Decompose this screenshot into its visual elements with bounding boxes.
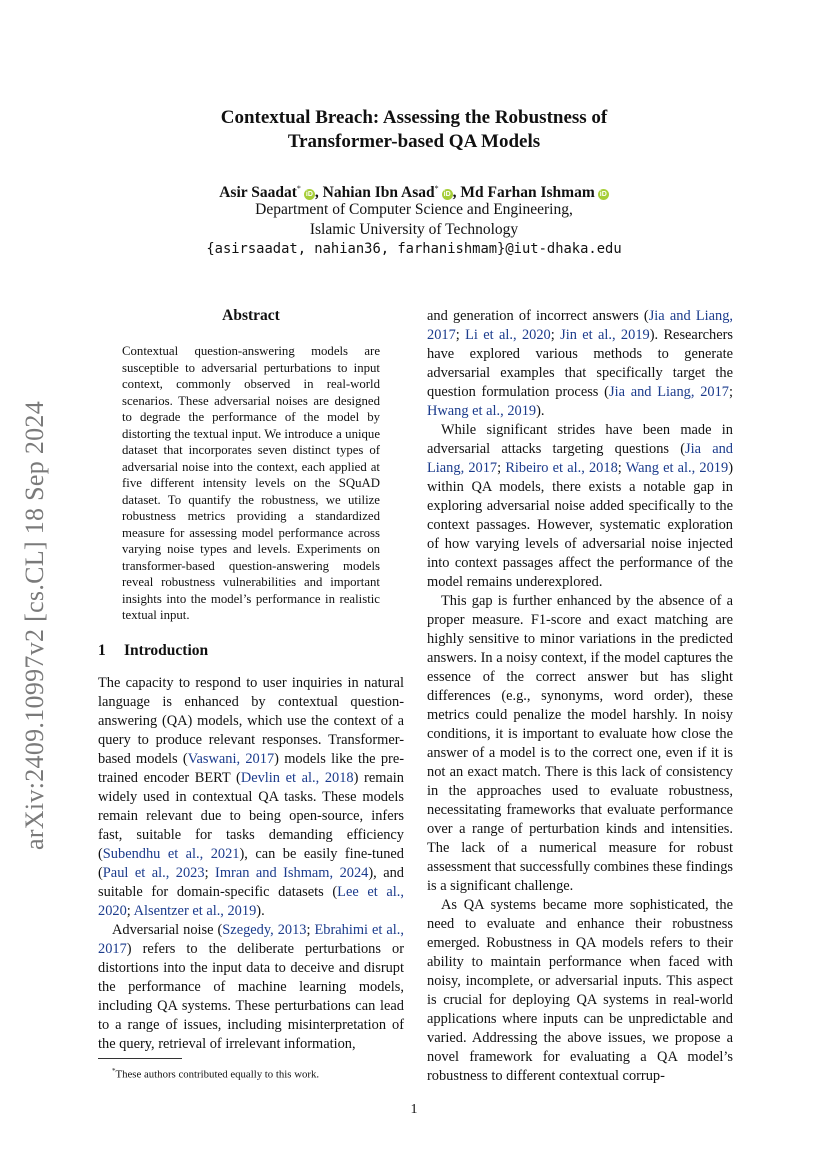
affiliation [100, 200, 728, 239]
paper-title-line-2: Transformer-based QA Models [287, 131, 541, 152]
author-separator: , [314, 184, 323, 202]
citation-link[interactable]: Vaswani, 2017 [187, 751, 275, 767]
citation-link[interactable]: Paul et al., 2023 [102, 865, 205, 881]
paragraph-text: ), can be easily fine-tuned ( [98, 846, 404, 881]
paragraph-text: ). [536, 403, 545, 419]
abstract-body: Contextual question-answering models are susceptible to adversarial perturbations to input context, commonly observed in real-world scenarios. These adversarial noises are designed to degrade the performance of the model by distorting the textual input. We introduce a unique dataset that incorporates seven distinct types of adversarial noise into the context, each applied at five different intensity levels on the SQuAD dataset. To quantify the robustness, we utilize robustness metrics providing a standardized measure for assessing model performance across varying noise types and levels. Experiments on transformer-based question-answering models reveal robustness vulnerabilities and important insights into the model’s performance in realistic textual input. [122, 344, 380, 622]
citation-link[interactable]: Ribeiro et al., 2018 [505, 460, 618, 476]
author-name: Nahian Ibn Asad [322, 184, 435, 202]
author-mark: * [296, 184, 301, 193]
paragraph-text: ; [729, 384, 733, 400]
paragraph-text: The capacity to respond to user inquiries in natural language is enhanced by contextual question-answering (QA) models, which use the context of a query to produce relevant responses. Transformer-based models ( [98, 675, 404, 767]
paragraph [98, 921, 404, 1054]
paragraph-text: ; [455, 327, 466, 343]
arxiv-stamp: arXiv:2409.10997v2 [cs.CL] 18 Sep 2024 [20, 400, 49, 850]
paragraph-text: ; [550, 327, 561, 343]
footnote-mark: * [112, 1067, 116, 1075]
paragraph-text: ; [617, 460, 626, 476]
footnote-rule [98, 1058, 182, 1059]
citation-link[interactable]: Li et al., 2020 [465, 327, 551, 343]
paragraph [427, 307, 733, 421]
section-number: 1 [98, 642, 106, 659]
footnote-text: These authors contributed equally to this work. [115, 1068, 320, 1081]
citation-link[interactable]: Lee et al., 2020 [98, 884, 404, 919]
paragraph-text: ; [204, 865, 216, 881]
citation-link[interactable]: Wang et al., 2019 [625, 460, 729, 476]
footnote [98, 1064, 404, 1082]
section-heading [98, 642, 208, 660]
author-mark: * [434, 184, 439, 193]
paragraph-text: ). Researchers have explored various methods to generate adversarial examples that specifically target the question formulation process ( [427, 327, 733, 400]
paragraph [427, 421, 733, 592]
paragraph [427, 896, 733, 1086]
paragraph-text: ) refers to the deliberate perturbations or distortions into the input data to deceive and disrupt the performance of machine learning models, including QA systems. These perturbations can lead to a range of issues, including misinterpretation of the query, retrieval of irrelevant information, [98, 941, 404, 1052]
paragraph-text: This gap is further enhanced by the absence of a proper measure. F1-score and exact matching are highly sensitive to minor variations in the predicted answers. In a noisy context, if the model captures the essence of the correct answer but has slight differences (e.g., synonyms, word order), these metrics could penalize the model harshly. In noisy conditions, it is important to evaluate how close the answer of a model is to the correct one, even if it is not an exact match. There is this lack of consistency in the approaches used to evaluate robustness, necessitating frameworks that evaluate performance over a range of perturbation kinds and intensities. The lack of a numerical measure for robust assessment that successfully combines these findings is a significant challenge. [427, 593, 733, 894]
citation-link[interactable]: Devlin et al., 2018 [240, 770, 354, 786]
paragraph-text: ), and suitable for domain-specific datasets ( [98, 865, 405, 900]
paragraph-text: ). [256, 903, 265, 919]
paragraph-text: ; [497, 460, 506, 476]
paragraph-text: ) models like the pre-trained encoder BERT ( [98, 751, 405, 786]
paragraph-text: Adversarial noise ( [112, 922, 223, 938]
paragraph-text: As QA systems became more sophisticated, the need to evaluate and enhance their robustness emerged. Robustness in QA models refers to their ability to maintain performance when faced with noisy, incomplete, or adversarial inputs. This aspect is crucial for deploying QA systems in real-world applications where inputs can be unpredictable and varied. Addressing the above issues, we propose a novel framework for evaluating a QA model’s robustness to different contextual corrup- [427, 897, 733, 1084]
author-separator: , [452, 184, 461, 202]
paragraph-text: ; [126, 903, 134, 919]
orcid-icon[interactable]: iD [305, 191, 313, 199]
right-column-body [427, 307, 733, 1086]
paper-title [150, 106, 678, 154]
citation-link[interactable]: Jia and Liang, 2017 [427, 441, 733, 476]
affiliation-line-1: Department of Computer Science and Engineering, [255, 201, 573, 218]
left-column-body [98, 674, 404, 1054]
section-title: Introduction [124, 642, 209, 659]
paragraph-text: ) within QA models, there exists a notable gap in exploring adversarial noise added specifically to the context passages. However, systematic exploration of how varying levels of adversarial noise injected into context passages affect the performance of the model remains underexplored. [427, 460, 733, 590]
orcid-icon[interactable]: iD [599, 191, 607, 199]
page-number: 1 [410, 1102, 418, 1117]
paragraph [98, 674, 404, 921]
paragraph-text: ) remain widely used in contextual QA tasks. These models remain relevant due to being open-source, infers fast, suitable for tasks demanding efficiency ( [98, 770, 404, 862]
citation-link[interactable]: Imran and Ishmam, 2024 [215, 865, 369, 881]
author-email: {asirsaadat, nahian36, farhanishmam}@iut-dhaka.edu [206, 241, 622, 257]
paper-title-line-1: Contextual Breach: Assessing the Robustness of [220, 107, 608, 128]
paragraph [427, 592, 733, 896]
paragraph-text: and generation of incorrect answers ( [427, 308, 649, 324]
citation-link[interactable]: Szegedy, 2013 [222, 922, 307, 938]
citation-link[interactable]: Ebrahimi et al., 2017 [98, 922, 405, 957]
citation-link[interactable]: Jin et al., 2019 [560, 327, 650, 343]
paragraph-text: ; [306, 922, 315, 938]
paragraph-text: While significant strides have been made in adversarial attacks targeting questions ( [427, 422, 733, 457]
orcid-icon[interactable]: iD [443, 191, 451, 199]
citation-link[interactable]: Jia and Liang, 2017 [427, 308, 734, 343]
citation-link[interactable]: Subendhu et al., 2021 [102, 846, 240, 862]
citation-link[interactable]: Alsentzer et al., 2019 [133, 903, 257, 919]
author-name: Md Farhan Ishmam [460, 184, 595, 202]
citation-link[interactable]: Hwang et al., 2019 [427, 403, 537, 419]
author-name: Asir Saadat [219, 184, 297, 202]
abstract-heading: Abstract [222, 307, 280, 324]
affiliation-line-2: Islamic University of Technology [309, 220, 519, 238]
citation-link[interactable]: Jia and Liang, 2017 [608, 384, 729, 400]
